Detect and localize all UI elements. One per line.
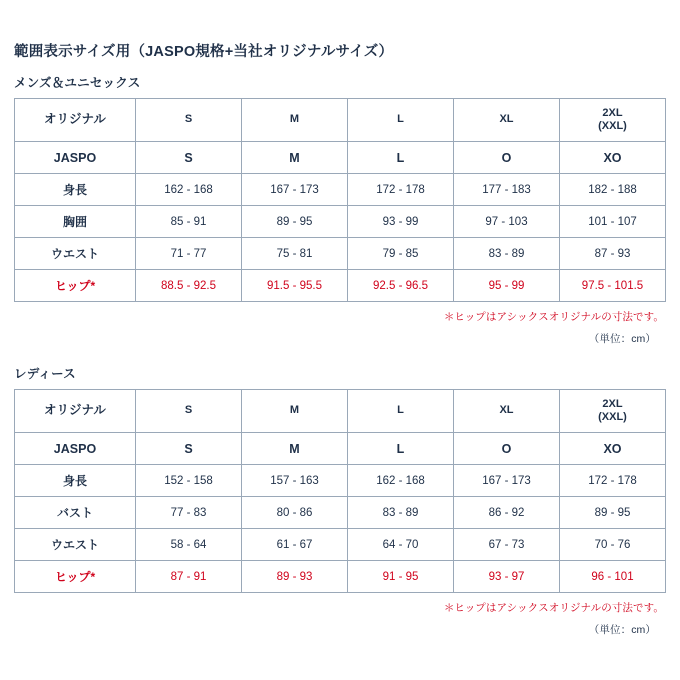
table-row <box>15 238 666 270</box>
jaspo-col-s: S <box>136 142 242 174</box>
table-jaspo-row <box>15 142 666 174</box>
jaspo-col-l: L <box>348 142 454 174</box>
cell-height-m: 157 - 163 <box>242 465 348 497</box>
row-label-hip: ヒップ* <box>15 270 136 302</box>
table-header-row <box>15 99 666 142</box>
jaspo-col-xo: XO <box>560 433 666 465</box>
table-row-hip <box>15 270 666 302</box>
header-col-2xl <box>560 390 666 433</box>
cell-waist-xl: 67 - 73 <box>454 529 560 561</box>
cell-height-xl: 177 - 183 <box>454 174 560 206</box>
cell-bust-xl: 86 - 92 <box>454 497 560 529</box>
header-col-m-main: M <box>289 404 300 417</box>
cell-bust-2xl: 89 - 95 <box>560 497 666 529</box>
jaspo-col-m: M <box>242 433 348 465</box>
jaspo-row-label: JASPO <box>15 433 136 465</box>
row-label-height: 身長 <box>15 465 136 497</box>
cell-waist-s: 58 - 64 <box>136 529 242 561</box>
cell-height-2xl: 182 - 188 <box>560 174 666 206</box>
jaspo-col-xo: XO <box>560 142 666 174</box>
cell-hip-m: 91.5 - 95.5 <box>242 270 348 302</box>
cell-chest-m: 89 - 95 <box>242 206 348 238</box>
header-row-label: オリジナル <box>15 390 136 433</box>
header-col-m-main: M <box>289 113 300 126</box>
size-table-ladies <box>14 389 666 593</box>
cell-chest-s: 85 - 91 <box>136 206 242 238</box>
header-col-xl-main: XL <box>499 113 514 126</box>
table-row <box>15 529 666 561</box>
header-col-s <box>136 99 242 142</box>
header-col-2xl-main: 2XL <box>602 397 623 410</box>
cell-waist-m: 75 - 81 <box>242 238 348 270</box>
hip-note-mens: ＊ヒップはアシックスオリジナルの寸法です。 <box>443 311 664 323</box>
header-col-l <box>348 390 454 433</box>
cell-bust-l: 83 - 89 <box>348 497 454 529</box>
cell-bust-m: 80 - 86 <box>242 497 348 529</box>
row-label-bust: バスト <box>15 497 136 529</box>
table-row <box>15 206 666 238</box>
header-row-label: オリジナル <box>15 99 136 142</box>
cell-height-l: 162 - 168 <box>348 465 454 497</box>
header-col-s-main: S <box>184 404 193 417</box>
row-label-hip: ヒップ* <box>15 561 136 593</box>
header-col-s <box>136 390 242 433</box>
header-col-xl <box>454 99 560 142</box>
header-col-xl <box>454 390 560 433</box>
cell-chest-l: 93 - 99 <box>348 206 454 238</box>
row-label-height: 身長 <box>15 174 136 206</box>
cell-hip-xl: 93 - 97 <box>454 561 560 593</box>
cell-hip-s: 87 - 91 <box>136 561 242 593</box>
size-table-mens <box>14 98 666 302</box>
table-header-row <box>15 390 666 433</box>
unit-note-ladies: （単位：cm） <box>588 624 656 636</box>
header-col-xl-main: XL <box>499 404 514 417</box>
cell-chest-2xl: 101 - 107 <box>560 206 666 238</box>
cell-waist-l: 64 - 70 <box>348 529 454 561</box>
cell-hip-l: 91 - 95 <box>348 561 454 593</box>
section-label-ladies: レディース <box>14 367 76 381</box>
cell-waist-xl: 83 - 89 <box>454 238 560 270</box>
cell-waist-m: 61 - 67 <box>242 529 348 561</box>
header-col-l-main: L <box>397 113 404 126</box>
cell-height-l: 172 - 178 <box>348 174 454 206</box>
cell-hip-s: 88.5 - 92.5 <box>136 270 242 302</box>
cell-height-m: 167 - 173 <box>242 174 348 206</box>
table-row <box>15 497 666 529</box>
jaspo-col-m: M <box>242 142 348 174</box>
cell-hip-2xl: 96 - 101 <box>560 561 666 593</box>
header-col-2xl-sub: (XXL) <box>598 411 627 423</box>
cell-chest-xl: 97 - 103 <box>454 206 560 238</box>
cell-height-2xl: 172 - 178 <box>560 465 666 497</box>
cell-hip-2xl: 97.5 - 101.5 <box>560 270 666 302</box>
cell-height-s: 162 - 168 <box>136 174 242 206</box>
cell-height-xl: 167 - 173 <box>454 465 560 497</box>
unit-note-mens: （単位：cm） <box>588 333 656 345</box>
cell-height-s: 152 - 158 <box>136 465 242 497</box>
jaspo-row-label: JASPO <box>15 142 136 174</box>
cell-waist-2xl: 70 - 76 <box>560 529 666 561</box>
jaspo-col-s: S <box>136 433 242 465</box>
jaspo-col-l: L <box>348 433 454 465</box>
table-row <box>15 465 666 497</box>
row-label-waist: ウエスト <box>15 529 136 561</box>
jaspo-col-o: O <box>454 433 560 465</box>
header-col-m <box>242 390 348 433</box>
header-col-m <box>242 99 348 142</box>
table-row-hip <box>15 561 666 593</box>
header-col-2xl <box>560 99 666 142</box>
row-label-chest: 胸囲 <box>15 206 136 238</box>
cell-waist-l: 79 - 85 <box>348 238 454 270</box>
cell-hip-m: 89 - 93 <box>242 561 348 593</box>
cell-waist-2xl: 87 - 93 <box>560 238 666 270</box>
page-title: 範囲表示サイズ用（JASPO規格+当社オリジナルサイズ） <box>14 44 394 60</box>
cell-waist-s: 71 - 77 <box>136 238 242 270</box>
section-divider <box>14 346 666 364</box>
table-jaspo-row <box>15 433 666 465</box>
cell-hip-xl: 95 - 99 <box>454 270 560 302</box>
row-label-waist: ウエスト <box>15 238 136 270</box>
cell-bust-s: 77 - 83 <box>136 497 242 529</box>
section-label-mens: メンズ＆ユニセックス <box>14 76 141 90</box>
jaspo-col-o: O <box>454 142 560 174</box>
header-col-l <box>348 99 454 142</box>
header-col-2xl-main: 2XL <box>602 106 623 119</box>
table-row <box>15 174 666 206</box>
hip-note-ladies: ＊ヒップはアシックスオリジナルの寸法です。 <box>443 602 664 614</box>
cell-hip-l: 92.5 - 96.5 <box>348 270 454 302</box>
header-col-l-main: L <box>397 404 404 417</box>
header-col-2xl-sub: (XXL) <box>598 120 627 132</box>
header-col-s-main: S <box>184 113 193 126</box>
